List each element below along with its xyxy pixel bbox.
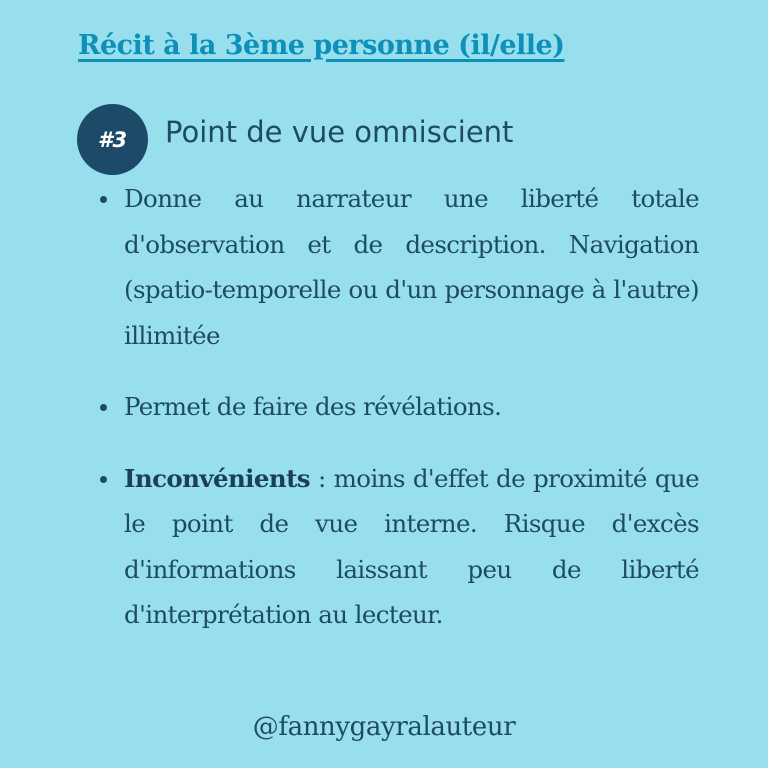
bullet-item-drawbacks <box>124 456 699 638</box>
page-title: Récit à la 3ème personne (il/elle) <box>78 30 565 61</box>
section-number-badge: #3 <box>77 104 148 175</box>
bullet-text: Donne au narrateur une liberté totale d'observation et de description. Navigation (spatio-temporelle ou d'un personnage à l'autre) illimitée <box>124 184 699 350</box>
bullet-item-freedom <box>124 176 699 358</box>
bullet-list <box>124 176 699 664</box>
bullet-item-revelations <box>124 384 699 430</box>
bullet-text: : moins d'effet de proximité que le point de vue interne. Risque d'excès d'informations laissant peu de liberté d'interprétation au lecteur. <box>124 463 699 629</box>
section-heading: Point de vue omniscient <box>165 115 514 149</box>
bullet-text: Permet de faire des révélations. <box>124 392 502 421</box>
author-handle: @fannygayralauteur <box>252 712 516 742</box>
bullet-lead: Inconvénients <box>124 463 310 493</box>
